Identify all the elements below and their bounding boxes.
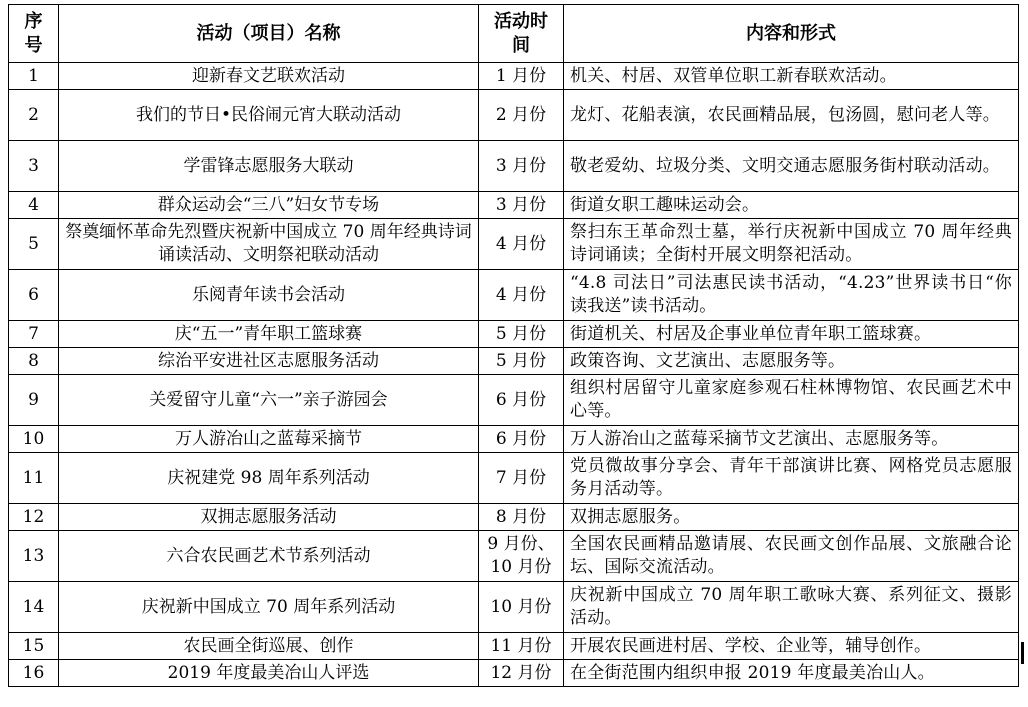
- row-number: 15: [9, 633, 59, 660]
- row-number: 7: [9, 321, 59, 348]
- table-row: [9, 90, 1019, 141]
- activity-name: 乐阅青年读书会活动: [59, 270, 479, 321]
- row-number: 13: [9, 531, 59, 582]
- table-row: [9, 426, 1019, 453]
- row-number: 8: [9, 348, 59, 375]
- activity-name: 祭奠缅怀革命先烈暨庆祝新中国成立 70 周年经典诗词诵读活动、文明祭祀联动活动: [59, 219, 479, 270]
- activity-time: 9 月份、10 月份: [479, 531, 564, 582]
- activity-time: 4 月份: [479, 219, 564, 270]
- activity-name: 学雷锋志愿服务大联动: [59, 141, 479, 192]
- activity-name: 双拥志愿服务活动: [59, 504, 479, 531]
- row-number: 4: [9, 192, 59, 219]
- activity-time: 3 月份: [479, 141, 564, 192]
- activity-time: 8 月份: [479, 504, 564, 531]
- activity-content: 庆祝新中国成立 70 周年职工歌咏大赛、系列征文、摄影活动。: [564, 582, 1019, 633]
- activity-name: 庆“五一”青年职工篮球赛: [59, 321, 479, 348]
- activity-name: 农民画全街巡展、创作: [59, 633, 479, 660]
- activity-content: 政策咨询、文艺演出、志愿服务等。: [564, 348, 1019, 375]
- table-row: [9, 453, 1019, 504]
- activity-schedule-table: [8, 4, 1019, 687]
- activity-content: 龙灯、花船表演，农民画精品展，包汤圆，慰问老人等。: [564, 90, 1019, 141]
- activity-time: 12 月份: [479, 660, 564, 687]
- row-number: 16: [9, 660, 59, 687]
- activity-content: 敬老爱幼、垃圾分类、文明交通志愿服务街村联动活动。: [564, 141, 1019, 192]
- activity-content: 开展农民画进村居、学校、企业等，辅导创作。: [564, 633, 1019, 660]
- table-row: [9, 270, 1019, 321]
- table-row: [9, 63, 1019, 90]
- row-number: 10: [9, 426, 59, 453]
- table-row: [9, 321, 1019, 348]
- activity-time: 10 月份: [479, 582, 564, 633]
- table-row: [9, 375, 1019, 426]
- activity-time: 4 月份: [479, 270, 564, 321]
- activity-name: 六合农民画艺术节系列活动: [59, 531, 479, 582]
- activity-name: 庆祝新中国成立 70 周年系列活动: [59, 582, 479, 633]
- activity-content: “4.8 司法日”司法惠民读书活动，“4.23”世界读书日“你读我送”读书活动。: [564, 270, 1019, 321]
- activity-name: 群众运动会“三八”妇女节专场: [59, 192, 479, 219]
- activity-name: 综治平安进社区志愿服务活动: [59, 348, 479, 375]
- activity-name: 迎新春文艺联欢活动: [59, 63, 479, 90]
- table-row: [9, 219, 1019, 270]
- activity-content: 双拥志愿服务。: [564, 504, 1019, 531]
- header-serial-number: 序号: [9, 5, 59, 63]
- table-row: [9, 141, 1019, 192]
- row-number: 1: [9, 63, 59, 90]
- activity-name: 庆祝建党 98 周年系列活动: [59, 453, 479, 504]
- activity-name: 我们的节日•民俗闹元宵大联动活动: [59, 90, 479, 141]
- table-row: [9, 660, 1019, 687]
- table-row: [9, 582, 1019, 633]
- activity-content: 街道女职工趣味运动会。: [564, 192, 1019, 219]
- activity-content: 全国农民画精品邀请展、农民画文创作品展、文旅融合论坛、国际交流活动。: [564, 531, 1019, 582]
- activity-time: 1 月份: [479, 63, 564, 90]
- text-cursor-mark: [1021, 642, 1024, 664]
- row-number: 2: [9, 90, 59, 141]
- activity-time: 7 月份: [479, 453, 564, 504]
- activity-content: 街道机关、村居及企事业单位青年职工篮球赛。: [564, 321, 1019, 348]
- header-activity-time: 活动时间: [479, 5, 564, 63]
- row-number: 5: [9, 219, 59, 270]
- activity-content: 机关、村居、双管单位职工新春联欢活动。: [564, 63, 1019, 90]
- activity-time: 6 月份: [479, 426, 564, 453]
- row-number: 14: [9, 582, 59, 633]
- activity-name: 关爱留守儿童“六一”亲子游园会: [59, 375, 479, 426]
- activity-time: 2 月份: [479, 90, 564, 141]
- row-number: 9: [9, 375, 59, 426]
- activity-name: 2019 年度最美冶山人评选: [59, 660, 479, 687]
- row-number: 12: [9, 504, 59, 531]
- row-number: 11: [9, 453, 59, 504]
- activity-content: 万人游冶山之蓝莓采摘节文艺演出、志愿服务等。: [564, 426, 1019, 453]
- table-row: [9, 531, 1019, 582]
- activity-content: 祭扫东王革命烈士墓，举行庆祝新中国成立 70 周年经典诗词诵读；全街村开展文明祭祀活动。: [564, 219, 1019, 270]
- activity-time: 6 月份: [479, 375, 564, 426]
- row-number: 3: [9, 141, 59, 192]
- activity-time: 3 月份: [479, 192, 564, 219]
- activity-time: 5 月份: [479, 321, 564, 348]
- table-row: [9, 504, 1019, 531]
- activity-name: 万人游冶山之蓝莓采摘节: [59, 426, 479, 453]
- row-number: 6: [9, 270, 59, 321]
- header-content-form: 内容和形式: [564, 5, 1019, 63]
- table-row: [9, 192, 1019, 219]
- activity-content: 党员微故事分享会、青年干部演讲比赛、网格党员志愿服务月活动等。: [564, 453, 1019, 504]
- activity-time: 5 月份: [479, 348, 564, 375]
- table-header-row: [9, 5, 1019, 63]
- activity-time: 11 月份: [479, 633, 564, 660]
- table-row: [9, 348, 1019, 375]
- activity-content: 组织村居留守儿童家庭参观石柱林博物馆、农民画艺术中心等。: [564, 375, 1019, 426]
- activity-content: 在全街范围内组织申报 2019 年度最美冶山人。: [564, 660, 1019, 687]
- header-activity-name: 活动（项目）名称: [59, 5, 479, 63]
- table-row: [9, 633, 1019, 660]
